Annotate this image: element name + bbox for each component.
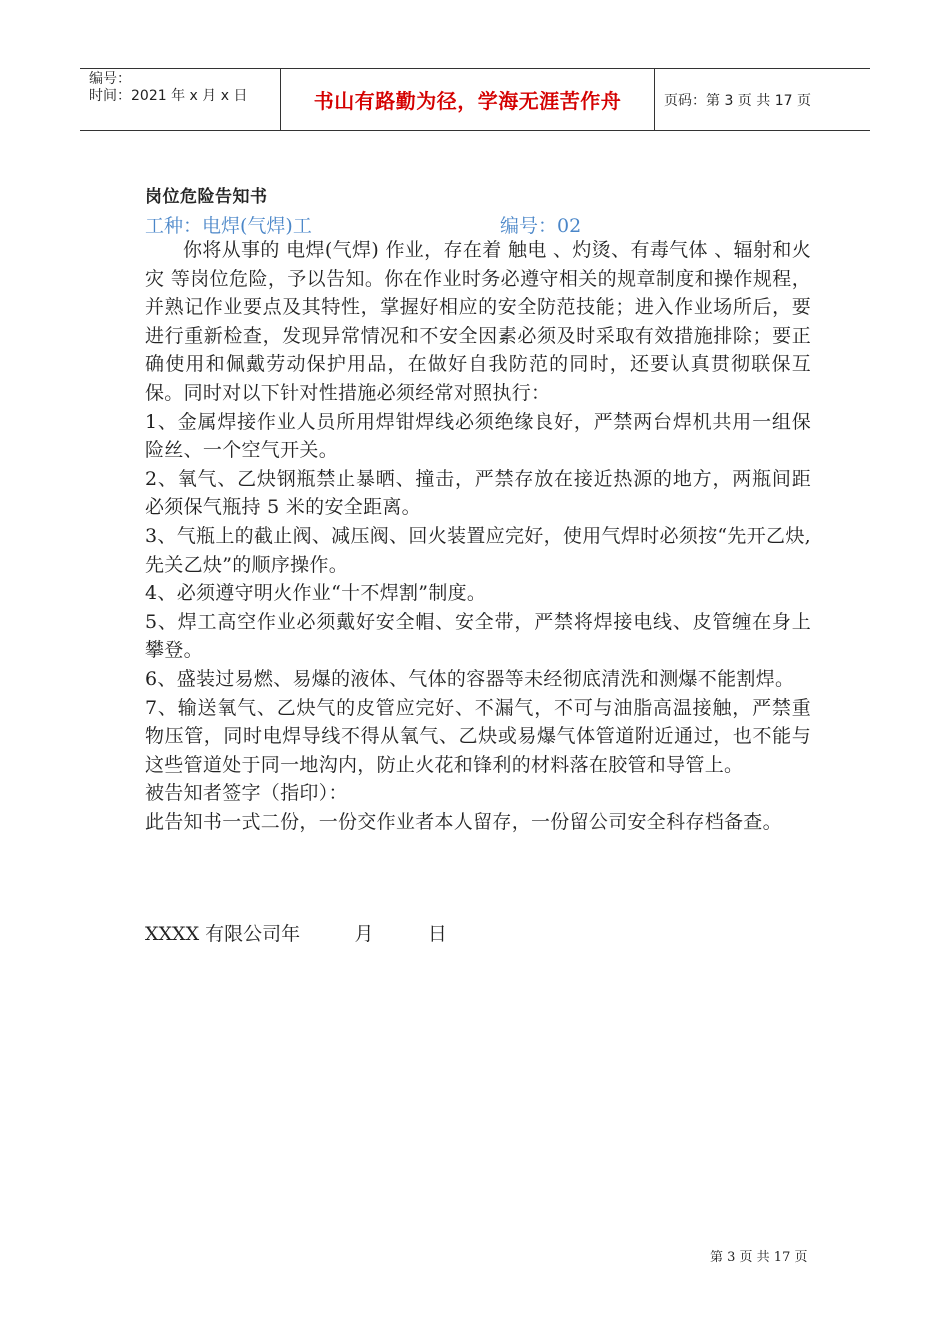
intro-paragraph: 你将从事的 电焊(气焊) 作业，存在着 触电 、灼烫、有毒气体 、辐射和火灾 等岗位危险，予以告知。你在作业时务必遵守相关的规章制度和操作规程，并熟记作业要点及其特性，掌握好相应的安全防范技能；进入作业场所后，要进行重新检查，发现异常情况和不安全因素必须及时采取有效措施排除；要正确使用和佩戴劳动保护用品，在做好自我防范的同时，还要认真贯彻联保互保。同时对以下针对性措施必须经常对照执行： bbox=[145, 239, 811, 404]
document-title: 岗位危险告知书 bbox=[145, 187, 268, 207]
time-label: 时间：2021 年 x 月 x 日 bbox=[89, 88, 248, 104]
rule-item: 3、气瓶上的截止阀、减压阀、回火装置应完好，使用气焊时必须按“先开乙炔,先关乙炔”的顺序操作。 bbox=[145, 524, 811, 576]
rule-item: 6、盛装过易燃、易爆的液体、气体的容器等未经彻底清洗和测爆不能割焊。 bbox=[145, 667, 795, 690]
rule-item: 1、金属焊接作业人员所用焊钳焊线必须绝缘良好，严禁两台焊机共用一组保险丝、一个空气开关。 bbox=[145, 410, 811, 462]
signature-line: 被告知者签字（指印）： bbox=[145, 782, 348, 805]
page-footer: 第 3 页 共 17 页 bbox=[710, 1250, 808, 1265]
company-date-line: XXXX 有限公司年 月 日 bbox=[145, 923, 447, 945]
rule-item: 4、必须遵守明火作业“十不焊割”制度。 bbox=[145, 582, 487, 605]
document-meta bbox=[145, 211, 582, 238]
header-page-info: 页码：第 3 页 共 17 页 bbox=[664, 92, 811, 109]
document-number: 编号：02 bbox=[500, 215, 582, 237]
job-type: 工种：电焊(气焊)工 bbox=[145, 215, 312, 237]
rule-item: 2、氧气、乙炔钢瓶禁止暴晒、撞击，严禁存放在接近热源的地方，两瓶间距必须保气瓶持 5 米的安全距离。 bbox=[145, 467, 811, 519]
page-header bbox=[80, 68, 870, 131]
number-label: 编号： bbox=[89, 71, 131, 87]
document-body bbox=[145, 236, 811, 836]
header-left-cell bbox=[80, 69, 281, 130]
header-motto: 书山有路勤为径，学海无涯苦作舟 bbox=[281, 69, 655, 130]
rule-item: 7、输送氧气、乙炔气的皮管应完好、不漏气，不可与油脂高温接触，严禁重物压管，同时电焊导线不得从氧气、乙炔或易爆气体管道附近通过，也不能与这些管道处于同一地沟内，防止火花和锋利的材料落在胶管和导管上。 bbox=[145, 696, 811, 776]
copies-note: 此告知书一式二份，一份交作业者本人留存，一份留公司安全科存档备查。 bbox=[145, 810, 782, 833]
rule-item: 5、焊工高空作业必须戴好安全帽、安全带，严禁将焊接电线、皮管缠在身上攀登。 bbox=[145, 610, 811, 662]
